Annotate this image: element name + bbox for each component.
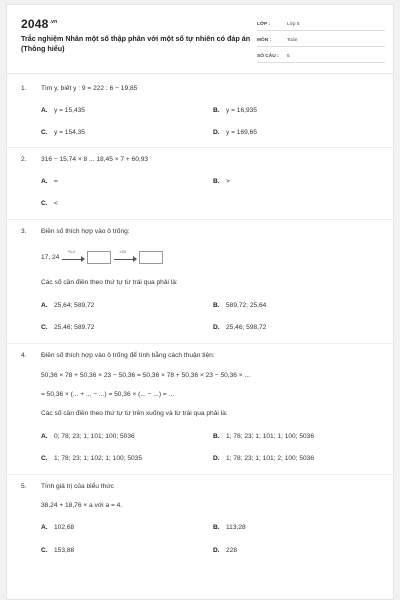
question-1-option-c[interactable]: C. y = 154,35 xyxy=(41,129,85,136)
question-3: 3. Điền số thích hợp vào ô trống: xyxy=(21,228,130,235)
question-divider xyxy=(7,474,393,475)
question-4-prompt: Các số cần điền theo thứ tự từ trên xuống và từ trái qua phải là: xyxy=(41,410,228,417)
question-5-option-a[interactable]: A. 102,68 xyxy=(41,524,75,531)
question-5-option-b[interactable]: B. 113,28 xyxy=(213,524,246,531)
header-divider xyxy=(7,73,393,74)
question-5: 5. Tính giá trị của biểu thức xyxy=(21,483,114,490)
question-1-option-b[interactable]: B. y = 16,935 xyxy=(213,107,257,114)
question-4: 4. Điền số thích hợp vào ô trống để tính bằng cách thuận tiện: xyxy=(21,352,215,359)
page-header xyxy=(7,5,393,71)
question-2-option-c[interactable]: C. < xyxy=(41,200,58,207)
answer-box-1[interactable] xyxy=(87,251,111,264)
question-4-equation-2: = 50,36 × (... + ... − ...) = 50,36 × (... − ...) = ... xyxy=(41,391,175,398)
question-3-option-a[interactable]: A. 25,64; 589,72 xyxy=(41,302,95,309)
start-value: 17, 24 xyxy=(41,253,60,261)
question-5-option-c[interactable]: C. 153,88 xyxy=(41,547,75,554)
question-4-option-d[interactable]: D. 1; 78; 23; 1; 101; 2; 100; 5036 xyxy=(213,455,314,462)
arrow-right-icon: +6,4 xyxy=(61,251,85,264)
arrow-right-icon: ×25 xyxy=(113,251,137,264)
question-5-option-d[interactable]: D. 228 xyxy=(213,547,238,554)
question-3-option-b[interactable]: B. 589,72; 25,64 xyxy=(213,302,267,309)
question-4-option-c[interactable]: C. 1; 78; 23; 1; 102; 1; 100; 5035 xyxy=(41,455,142,462)
quiz-meta xyxy=(257,17,385,65)
question-2: 2. 316 − 15,74 × 8 ... 18,45 × 7 + 60,93 xyxy=(21,156,149,163)
question-1: 1. Tìm y, biết y : 9 = 222 : 6 − 19,85 xyxy=(21,85,138,92)
quiz-page xyxy=(6,4,394,600)
question-4-option-b[interactable]: B. 1; 78; 23; 1; 101; 1; 100; 5036 xyxy=(213,433,314,440)
question-1-option-a[interactable]: A. y = 15,435 xyxy=(41,107,85,114)
question-4-equation-1: 50,36 × 78 + 50,36 × 23 − 50,36 = 50,36 × 78 + 50,36 × 23 − 50,36 × ... xyxy=(41,372,250,379)
question-1-option-d[interactable]: D. y = 169,65 xyxy=(213,129,257,136)
question-divider xyxy=(7,147,393,148)
question-4-option-a[interactable]: A. 0; 78; 23; 1; 101; 100; 5036 xyxy=(41,433,135,440)
meta-grade: LỚP : Lớp 5 xyxy=(257,17,385,31)
quiz-title: Trắc nghiệm Nhân một số thập phân với một số tự nhiên có đáp án (Thông hiểu) xyxy=(21,34,251,53)
site-logo[interactable]: $2048^{.vn}$ xyxy=(21,17,58,31)
question-5-expression: 38,24 + 18,76 × a với a = 4. xyxy=(41,502,123,509)
question-divider xyxy=(7,343,393,344)
question-3-option-d[interactable]: D. 25,46; 598,72 xyxy=(213,324,267,331)
meta-subject: MÔN : Toán xyxy=(257,33,385,47)
question-3-prompt: Các số cần điền theo thứ tự từ trái qua phải là: xyxy=(41,279,178,286)
answer-box-2[interactable] xyxy=(139,251,163,264)
meta-question-count: SỐ CÂU : 5 xyxy=(257,49,385,63)
question-divider xyxy=(7,219,393,220)
question-2-option-b[interactable]: B. > xyxy=(213,178,230,185)
question-2-option-a[interactable]: A. = xyxy=(41,178,58,185)
question-3-fill-diagram xyxy=(41,249,163,265)
question-3-option-c[interactable]: C. 25,46; 589,72 xyxy=(41,324,95,331)
